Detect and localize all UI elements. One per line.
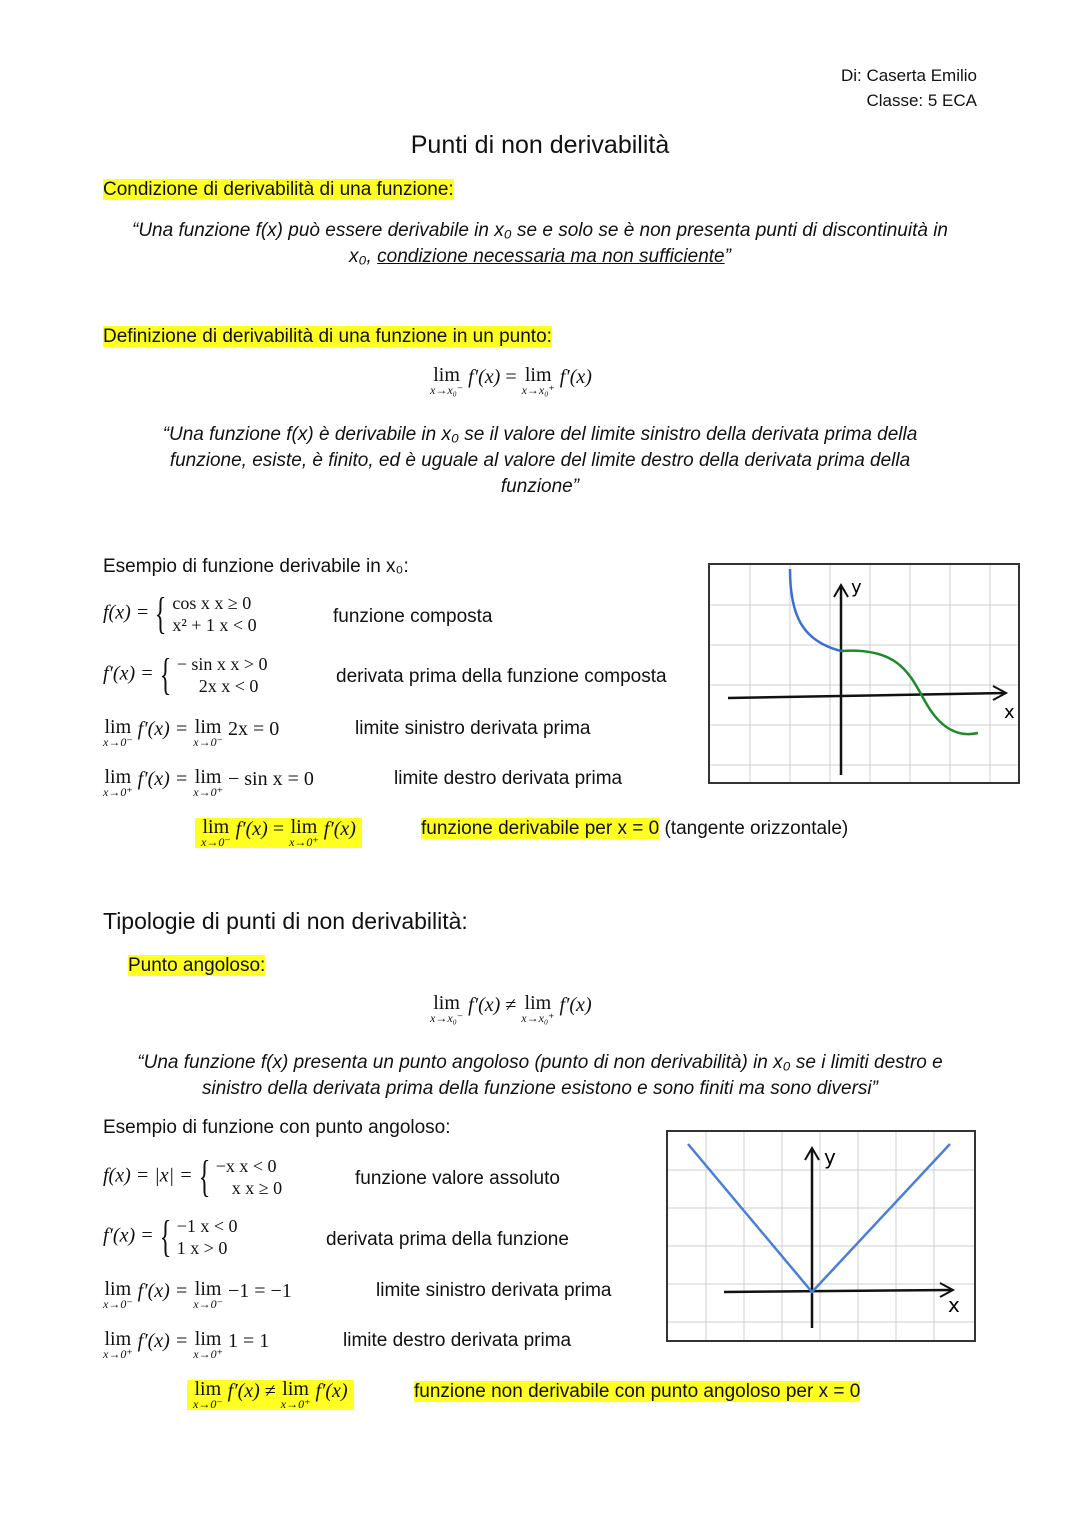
example1-left-limit [103,718,279,748]
angular-derivative [103,1212,238,1261]
author-label: Di: Caserta Emilio [840,66,977,85]
case-1: −1 x < 0 [176,1216,238,1236]
lim-sub: x→0⁺ [103,785,133,799]
condition-quote-x0: x₀, [349,246,378,267]
brace-icon: { [198,1152,210,1201]
lim-sub: x→0⁻ [193,735,223,749]
class-label: Classe: 5 ECA [866,91,977,110]
angular-function-note: funzione valore assoluto [355,1168,560,1189]
lim-word: lim [524,364,552,386]
lim-left [430,366,463,396]
equals-sign: = [505,366,517,388]
derivative: f′(x) [315,1380,348,1402]
case-2: 2x x < 0 [198,676,259,696]
not-equal-sign: ≠ [264,1380,276,1402]
condition-quote-line1: “Una funzione f(x) può essere derivabile in x₀ se e solo se è non presenta punti di discontinuità in [132,220,948,241]
lim-sub-left: x→x₀⁻ [430,383,464,397]
angular-conclusion-formula [187,1380,354,1410]
function-cases [172,592,256,636]
derivative: f′(x) [323,818,356,840]
lim-right [103,768,133,798]
angular-heading-text: Punto angoloso: [128,955,266,976]
graph-angular-svg [668,1132,974,1340]
function-lhs: f(x) = [103,601,150,624]
lim-right [289,818,319,848]
equals-sign: = [272,818,285,840]
condition-heading [103,179,454,201]
graph-angular [666,1130,976,1342]
curve-left [790,569,841,651]
definition-heading-text: Definizione di derivabilità di una funzione in un punto: [103,326,552,347]
case-2: x² + 1 x < 0 [172,615,257,635]
types-heading: Tipologie di punti di non derivabilità: [103,908,468,934]
lim-left [193,1380,223,1410]
function-lhs: f(x) = |x| = [103,1164,193,1187]
y-axis-label: y [851,577,862,598]
conclusion-tail: (tangente orizzontale) [664,818,849,839]
angular-formula [430,994,592,1024]
example1-conclusion-formula [195,818,362,848]
lim-sub: x→0⁺ [103,1347,133,1361]
lim-word: lim [104,1278,132,1300]
lim-sub-left: x→x₀⁻ [430,1011,464,1025]
derivative-right: f′(x) [559,994,592,1016]
limit-value: −1 = −1 [227,1280,292,1302]
lim-sub: x→0⁻ [193,1297,223,1311]
lim-word: lim [104,716,132,738]
lim-left [430,994,463,1024]
condition-quote-end: ” [724,246,731,267]
lim-word: lim [194,1278,222,1300]
derivative-left: f′(x) [468,994,501,1016]
angular-left-limit [103,1280,292,1310]
lim-sub: x→0⁻ [103,735,133,749]
lim-right [281,1380,311,1410]
limit-expr: f′(x) = [137,1280,189,1302]
derivative-lhs: f′(x) = [103,662,154,685]
lim-left-2 [193,1280,223,1310]
lim-word: lim [290,816,318,838]
condition-quote-underlined: condizione necessaria ma non sufficiente [377,246,725,267]
lim-sub-left: x→0⁻ [201,835,231,849]
abs-curve [688,1144,950,1292]
condition-quote-line2 [60,244,1020,270]
angular-example-heading: Esempio di funzione con punto angoloso: [103,1117,451,1138]
derivative-cases [177,1215,238,1259]
lim-left [201,818,231,848]
case-2: 1 x > 0 [176,1238,228,1258]
grid-lines [668,1132,974,1340]
angular-heading [128,955,265,977]
lim-word: lim [282,1378,309,1400]
conclusion-highlight: funzione non derivabile con punto angoloso per x = 0 [414,1381,861,1402]
lim-sub-right: x→x₀⁺ [521,383,555,397]
lim-sub-right: x→x₀⁺ [521,1011,555,1025]
angular-left-limit-note: limite sinistro derivata prima [376,1280,612,1301]
x-axis [724,1290,952,1292]
limit-expr: f′(x) = [137,1330,189,1352]
example1-left-limit-note: limite sinistro derivata prima [355,718,591,739]
angular-quote [60,1050,1020,1102]
condition-heading-text: Condizione di derivabilità di una funzione: [103,179,454,200]
lim-sub: x→0⁺ [193,785,223,799]
conclusion-highlight: funzione derivabile per x = 0 [421,818,660,839]
grid-lines [710,565,1018,782]
derivative-cases [177,653,268,697]
y-axis-label: y [824,1145,836,1169]
brace-icon: { [159,650,171,699]
definition-quote-line1: “Una funzione f(x) è derivabile in x₀ se il valore del limite sinistro della derivata prima della [162,424,918,445]
angular-function [103,1152,283,1201]
derivative-right: f′(x) [559,366,592,388]
lim-right-2 [193,1330,223,1360]
lim-word: lim [194,766,222,788]
lim-right [103,1330,133,1360]
case-2: x x ≥ 0 [231,1178,283,1198]
derivative: f′(x) [227,1380,260,1402]
definition-heading [103,326,552,348]
example1-derivative-note: derivata prima della funzione composta [336,666,667,687]
angular-derivative-note: derivata prima della funzione [326,1229,569,1250]
lim-right-2 [193,768,223,798]
limit-value: − sin x = 0 [227,768,314,790]
limit-expr: f′(x) = [137,768,189,790]
example1-right-limit [103,768,314,798]
derivative-lhs: f′(x) = [103,1224,154,1247]
lim-word: lim [524,992,552,1014]
definition-formula [430,366,592,396]
limit-value: 1 = 1 [227,1330,270,1352]
case-1: −x x < 0 [215,1156,277,1176]
x-axis-label: x [1004,702,1015,723]
lim-sub: x→0⁻ [103,1297,133,1311]
angular-right-limit [103,1330,269,1360]
derivative: f′(x) [235,818,268,840]
lim-word: lim [194,716,222,738]
page-title: Punti di non derivabilità [410,131,670,159]
function-cases [216,1155,282,1199]
example1-right-limit-note: limite destro derivata prima [394,768,623,789]
lim-sub-left: x→0⁻ [193,1397,223,1411]
lim-left-2 [193,718,223,748]
lim-word: lim [433,992,460,1014]
lim-word: lim [194,1378,222,1400]
example1-conclusion-text [421,818,848,840]
lim-sub-right: x→0⁺ [280,1397,311,1411]
example1-function [103,589,257,638]
lim-left [103,718,133,748]
lim-sub-right: x→0⁺ [289,835,319,849]
not-equal-sign: ≠ [505,994,517,1016]
example1-function-note: funzione composta [333,606,493,627]
lim-word: lim [104,1328,132,1350]
limit-value: 2x = 0 [227,718,280,740]
lim-right [521,994,554,1024]
lim-word: lim [433,364,460,386]
definition-quote [60,422,1020,500]
condition-quote [60,218,1020,270]
lim-sub: x→0⁺ [193,1347,223,1361]
brace-icon: { [159,1212,171,1261]
angular-right-limit-note: limite destro derivata prima [343,1330,572,1351]
example1-derivative [103,650,268,699]
case-1: − sin x x > 0 [176,654,268,674]
definition-quote-line3: funzione” [500,476,580,497]
angular-quote-line1: “Una funzione f(x) presenta un punto angoloso (punto di non derivabilità) in x₀ se i limiti destro e [137,1052,943,1073]
angular-conclusion-text [414,1381,860,1403]
lim-right [522,366,555,396]
lim-word: lim [104,766,132,788]
lim-left [103,1280,133,1310]
brace-icon: { [155,589,167,638]
limit-expr: f′(x) = [137,718,189,740]
graph-derivable [708,563,1020,784]
lim-word: lim [194,1328,222,1350]
x-axis-label: x [948,1293,960,1317]
graph-derivable-svg [710,565,1018,782]
x-axis [728,693,1005,698]
case-1: cos x x ≥ 0 [172,593,252,613]
example1-heading: Esempio di funzione derivabile in x₀: [103,556,409,577]
angular-quote-line2: sinistro della derivata prima della funzione esistono e sono finiti ma sono diversi” [202,1078,878,1099]
lim-word: lim [202,816,230,838]
derivative-left: f′(x) [468,366,501,388]
definition-quote-line2: funzione, esiste, è finito, ed è uguale al valore del limite destro della derivata prima della [169,450,911,471]
